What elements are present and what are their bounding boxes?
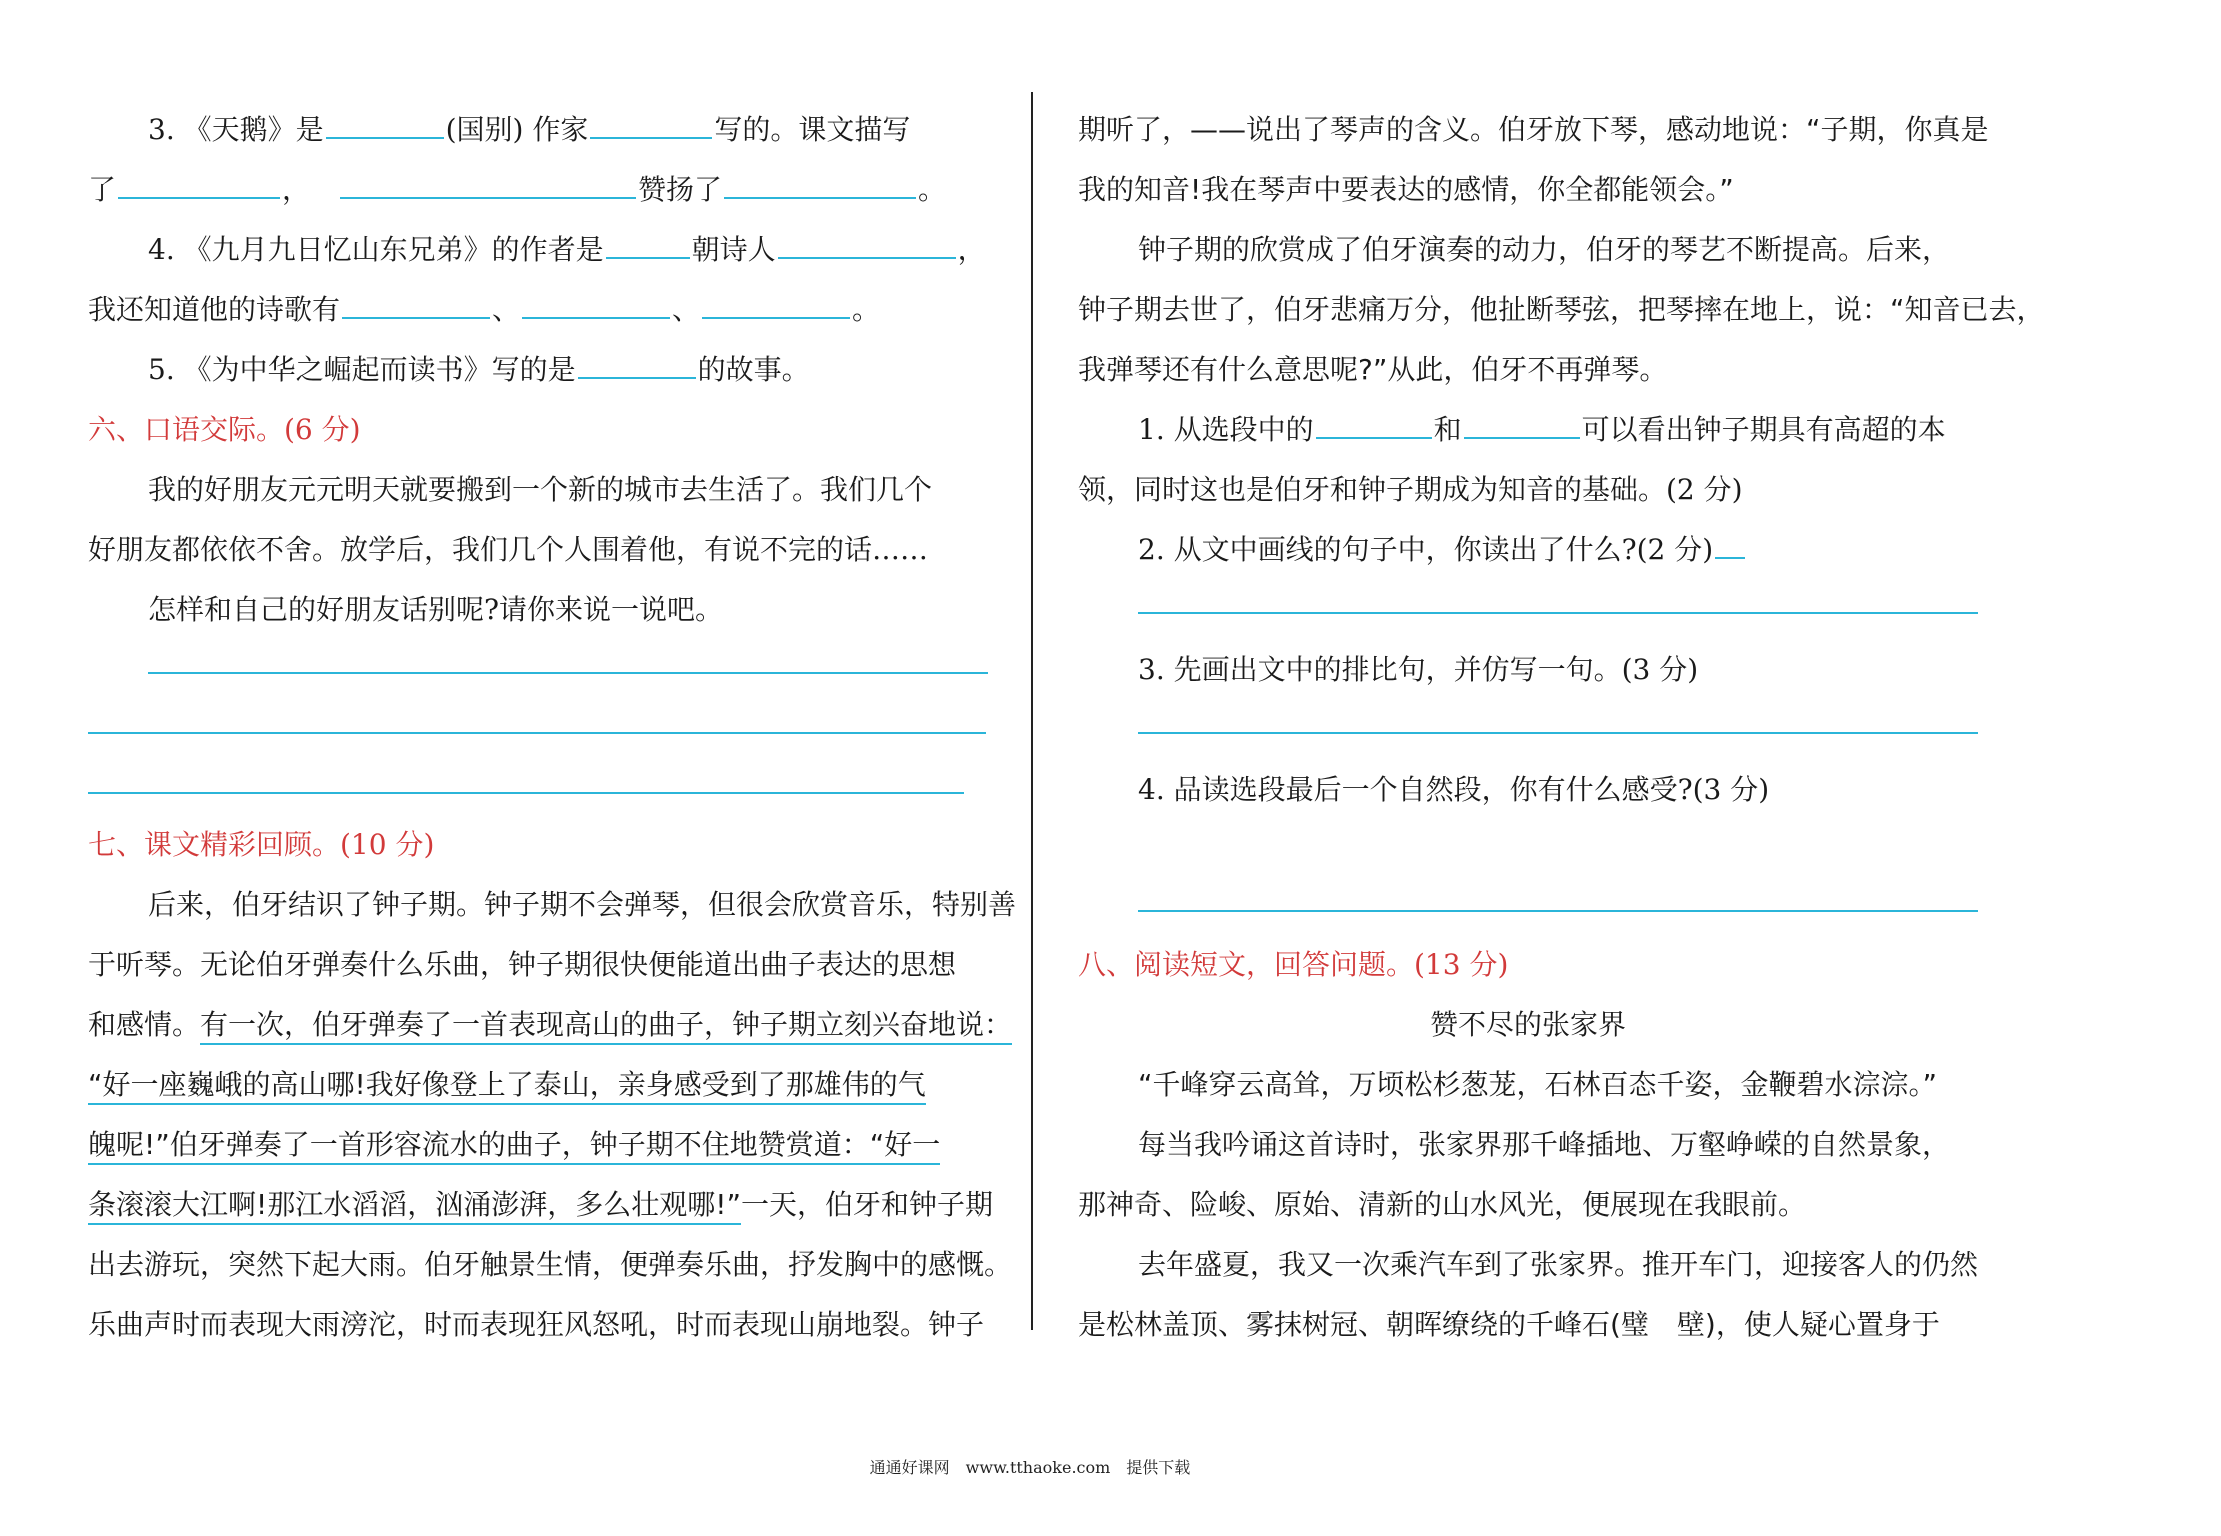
answer-line[interactable] xyxy=(1138,910,1978,912)
blank[interactable] xyxy=(342,291,490,319)
blank[interactable] xyxy=(340,171,636,199)
blank[interactable] xyxy=(606,231,690,259)
article-line: 去年盛夏，我又一次乘汽车到了张家界。推开车门，迎接客人的仍然 xyxy=(1138,1248,1979,1281)
blank[interactable] xyxy=(118,171,280,199)
section7-title: 七、课文精彩回顾。(10 分) xyxy=(88,828,435,861)
underlined-sentence: 条滚滚大江啊!那江水滔滔，汹涌澎湃，多么壮观哪!” xyxy=(88,1188,741,1225)
answer-line[interactable] xyxy=(88,792,964,794)
passage-line: 和感情。有一次，伯牙弹奏了一首表现高山的曲子，钟子期立刻兴奋地说： xyxy=(88,1005,1012,1045)
q2-prompt: 2. 从文中画线的句子中，你读出了什么?(2 分) xyxy=(1138,530,1747,570)
article-heading: 赞不尽的张家界 xyxy=(1429,1008,1626,1041)
blank[interactable] xyxy=(778,231,956,259)
answer-line[interactable] xyxy=(88,732,986,734)
passage-line: 乐曲声时而表现大雨滂沱，时而表现狂风怒吼，时而表现山崩地裂。钟子 xyxy=(88,1308,985,1341)
q1-line1: 1. 从选段中的 和 可以看出钟子期具有高超的本 xyxy=(1138,413,1946,446)
q3-line2: 了 ， 赞扬了 。 xyxy=(88,173,947,206)
passage-line xyxy=(88,1065,926,1105)
underlined-sentence: “好一座巍峨的高山哪!我好像登上了泰山，亲身感受到了那雄伟的气 xyxy=(88,1068,926,1105)
answer-line[interactable] xyxy=(1138,732,1978,734)
article-line: “千峰穿云高耸，万顷松杉葱茏，石林百态千姿，金鞭碧水淙淙。” xyxy=(1138,1068,1938,1101)
q3-line1: 3. 《天鹅》是 (国别) 作家 写的。课文描写 xyxy=(148,113,911,146)
blank[interactable] xyxy=(702,291,850,319)
section8-title: 八、阅读短文，回答问题。(13 分) xyxy=(1078,948,1509,981)
q1-line2: 领，同时这也是伯牙和钟子期成为知音的基础。(2 分) xyxy=(1078,473,1743,506)
passage-line: 后来，伯牙结识了钟子期。钟子期不会弹琴，但很会欣赏音乐，特别善 xyxy=(148,888,1017,921)
answer-line[interactable] xyxy=(1138,612,1978,614)
blank[interactable] xyxy=(522,291,670,319)
underlined-sentence: 魄呢!”伯牙弹奏了一首形容流水的曲子，钟子期不住地赞赏道：“好一 xyxy=(88,1128,940,1165)
passage-line: 我的知音!我在琴声中要表达的感情，你全都能领会。” xyxy=(1078,173,1734,206)
underlined-sentence: 有一次，伯牙弹奏了一首表现高山的曲子，钟子期立刻兴奋地说： xyxy=(200,1008,1012,1045)
q4-prompt: 4. 品读选段最后一个自然段，你有什么感受?(3 分) xyxy=(1138,773,1770,806)
article-line: 是松林盖顶、雾抹树冠、朝晖缭绕的千峰石(璧 壁)，使人疑心置身于 xyxy=(1078,1308,1940,1341)
footer-credit: 通通好课网 www.tthaoke.com 提供下载 xyxy=(869,1458,1191,1477)
sec6-paragraph: 好朋友都依依不舍。放学后，我们几个人围着他，有说不完的话…… xyxy=(88,533,929,566)
column-divider xyxy=(1031,92,1033,1330)
passage-line: 钟子期的欣赏成了伯牙演奏的动力，伯牙的琴艺不断提高。后来， xyxy=(1138,233,1951,266)
blank[interactable] xyxy=(326,111,444,139)
sec6-paragraph: 我的好朋友元元明天就要搬到一个新的城市去生活了。我们几个 xyxy=(148,473,933,506)
q4-line1: 4. 《九月九日忆山东兄弟》的作者是 朝诗人 ， xyxy=(148,233,986,266)
blank[interactable] xyxy=(1464,411,1580,439)
q4-line2: 我还知道他的诗歌有 、 、 。 xyxy=(88,293,881,326)
passage-line: 我弹琴还有什么意思呢?”从此，伯牙不再弹琴。 xyxy=(1078,353,1668,386)
article-line: 每当我吟诵这首诗时，张家界那千峰插地、万壑峥嵘的自然景象， xyxy=(1138,1128,1951,1161)
blank[interactable] xyxy=(578,351,696,379)
section6-title: 六、口语交际。(6 分) xyxy=(88,413,361,446)
passage-line xyxy=(88,1125,940,1165)
passage-line: 出去游玩，突然下起大雨。伯牙触景生情，便弹奏乐曲，抒发胸中的感慨。 xyxy=(88,1248,1013,1281)
blank[interactable] xyxy=(590,111,712,139)
blank[interactable] xyxy=(1316,411,1432,439)
q3-prompt: 3. 先画出文中的排比句，并仿写一句。(3 分) xyxy=(1138,653,1699,686)
blank[interactable] xyxy=(724,171,916,199)
answer-line[interactable] xyxy=(148,672,988,674)
article-line: 那神奇、险峻、原始、清新的山水风光，便展现在我眼前。 xyxy=(1078,1188,1807,1221)
passage-line: 钟子期去世了，伯牙悲痛万分，他扯断琴弦，把琴摔在地上，说：“知音已去， xyxy=(1078,293,2045,326)
q5-line: 5. 《为中华之崛起而读书》写的是 的故事。 xyxy=(148,353,810,386)
blank[interactable] xyxy=(1715,531,1745,559)
passage-line: 于听琴。无论伯牙弹奏什么乐曲，钟子期很快便能道出曲子表达的思想 xyxy=(88,948,957,981)
sec6-prompt: 怎样和自己的好朋友话别呢?请你来说一说吧。 xyxy=(148,593,724,626)
passage-line: 期听了，——说出了琴声的含义。伯牙放下琴，感动地说：“子期，你真是 xyxy=(1078,113,1989,146)
passage-line: 条滚滚大江啊!那江水滔滔，汹涌澎湃，多么壮观哪!”一天，伯牙和钟子期 xyxy=(88,1185,993,1225)
